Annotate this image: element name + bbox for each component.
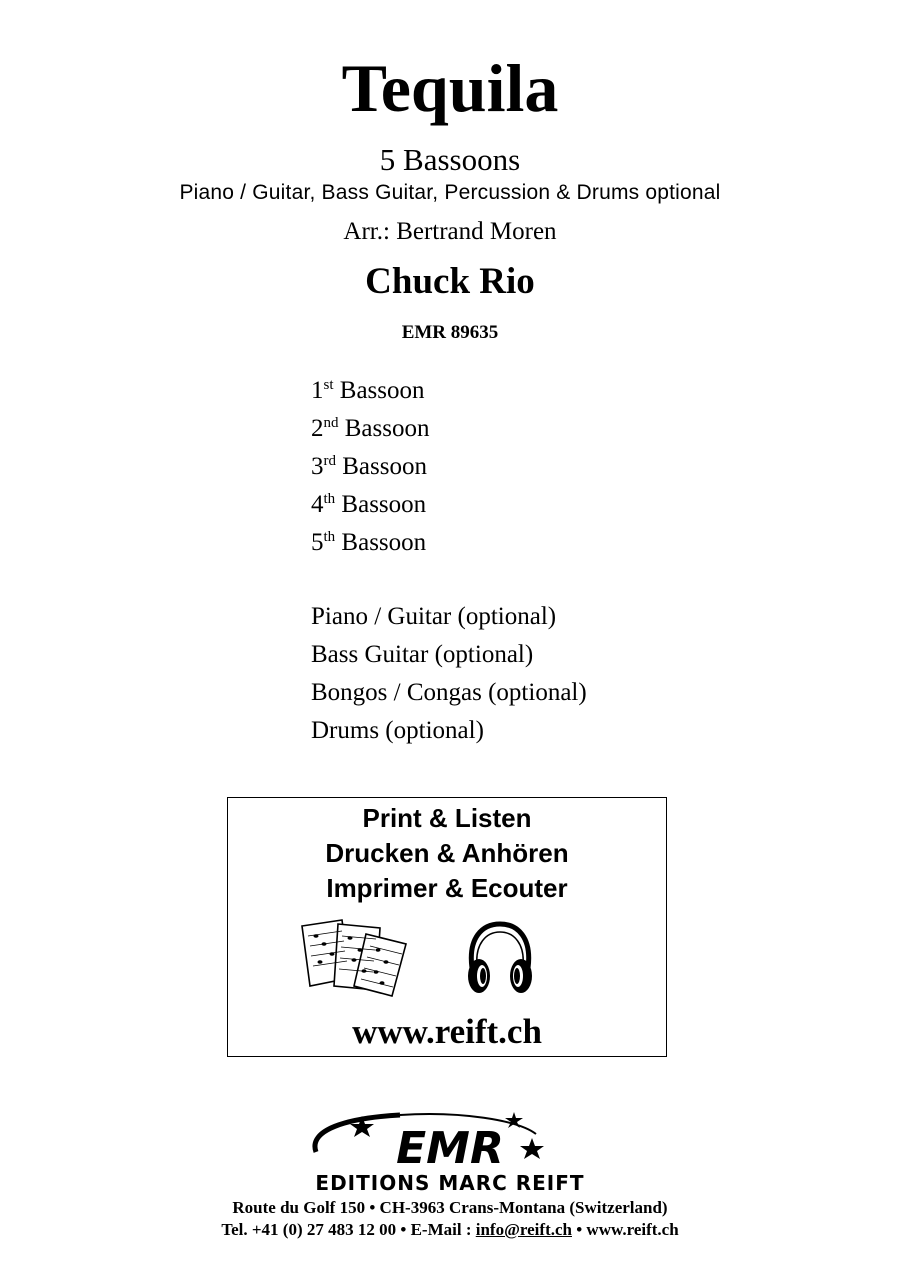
promo-line-german: Drucken & Anhören (325, 838, 569, 868)
print-listen-box (227, 797, 667, 1057)
publisher-contact (0, 1219, 900, 1241)
sheet-music-icon (298, 916, 418, 998)
arranger: Arr.: Bertrand Moren (343, 218, 557, 245)
catalog-number: EMR 89635 (401, 322, 499, 343)
part-item: 3rd Bassoon (311, 453, 427, 480)
parts-list (311, 372, 429, 562)
part-item: 4th Bassoon (311, 491, 427, 518)
emr-logo (250, 1108, 650, 1196)
optional-part-item: Drums (optional) (311, 717, 484, 744)
headphones-icon (464, 920, 536, 998)
svg-text:EDITIONS MARC REIFT: EDITIONS MARC REIFT (315, 1171, 585, 1195)
subtitle: 5 Bassoons (379, 142, 521, 177)
optional-parts-list (311, 598, 587, 750)
contact-phone: Tel. +41 (0) 27 483 12 00 • E-Mail : (221, 1220, 476, 1239)
composer: Chuck Rio (365, 261, 535, 302)
instrumentation-note: Piano / Guitar, Bass Guitar, Percussion & Drums optional (179, 181, 721, 204)
publisher-address: Route du Golf 150 • CH-3963 Crans-Montana (Switzerland) (232, 1198, 668, 1217)
part-item: 1st Bassoon (311, 377, 425, 404)
contact-website: • www.reift.ch (571, 1220, 679, 1239)
part-item: 5th Bassoon (311, 529, 427, 556)
promo-line-french: Imprimer & Ecouter (326, 873, 568, 903)
promo-line-english: Print & Listen (362, 803, 532, 833)
part-item: 2nd Bassoon (311, 415, 430, 442)
optional-part-item: Piano / Guitar (optional) (311, 603, 557, 630)
contact-email-link[interactable]: info@reift.ch (475, 1220, 572, 1239)
optional-part-item: Bass Guitar (optional) (311, 641, 534, 668)
promo-website[interactable]: www.reift.ch (352, 1012, 542, 1051)
svg-text:EMR: EMR (396, 1123, 504, 1174)
optional-part-item: Bongos / Congas (optional) (311, 679, 587, 706)
page-title: Tequila (341, 50, 559, 126)
